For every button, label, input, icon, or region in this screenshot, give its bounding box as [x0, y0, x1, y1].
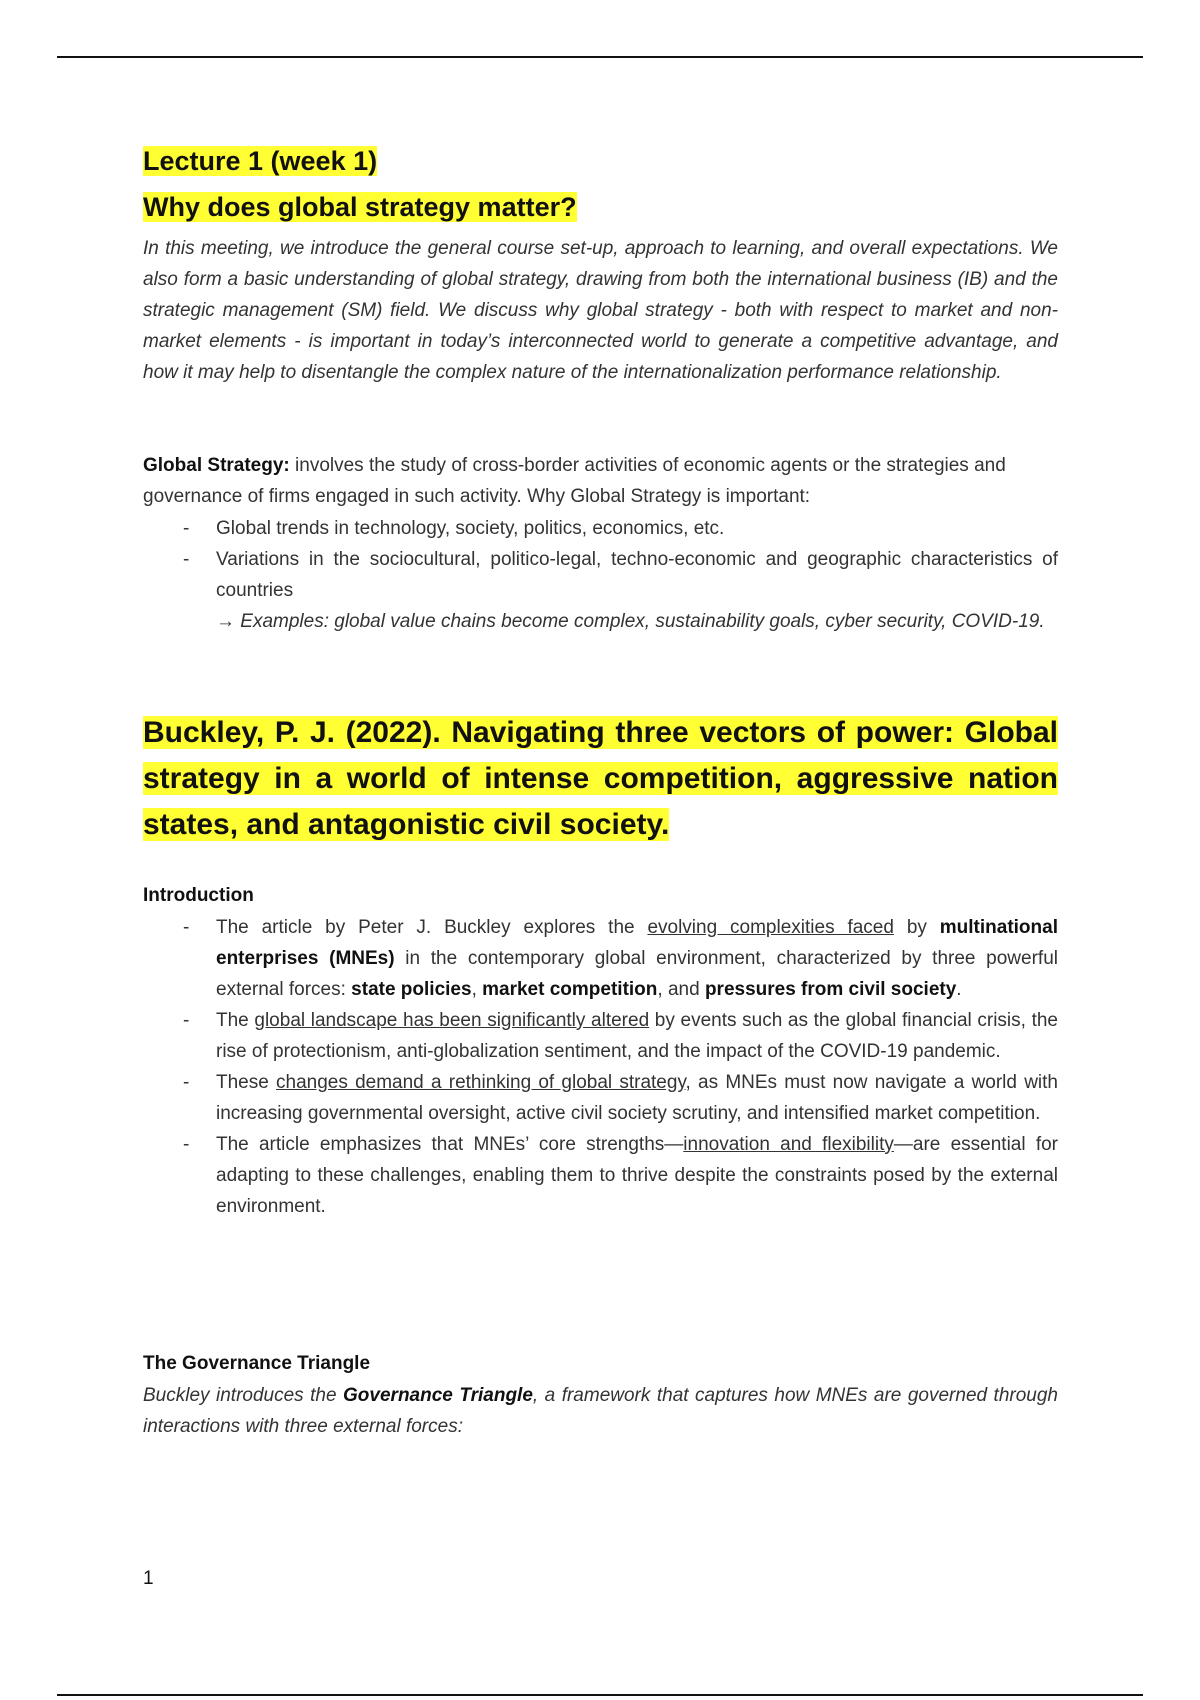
examples-line: → Examples: global value chains become complex, sustainability goals, cyber security, COVID-19. [216, 611, 1045, 632]
footer-rule [57, 1694, 1143, 1696]
arrow-icon: → [216, 611, 235, 632]
global-strategy-definition: Global Strategy: involves the study of cross-border activities of economic agents or the strategies and governance of firms engaged in such activity. Why Global Strategy is important: [143, 455, 1006, 507]
header-rule [57, 56, 1143, 58]
global-strategy-bullets [183, 513, 1058, 637]
list-item: - Variations in the sociocultural, politico-legal, techno-economic and geographic characteristics of countries → Examples: global value chains become complex, sustainability goals, cyber security, COVID-19. [183, 549, 1058, 632]
intro-paragraph: In this meeting, we introduce the general course set-up, approach to learning, and overall expectations. We also form a basic understanding of global strategy, drawing from both the international business (IB) and the strategic management (SM) field. We discuss why global strategy - both with respect to market and non-market elements - is important in today’s interconnected world to generate a competitive advantage, and how it may help to disentangle the complex nature of the internationalization performance relationship. [143, 238, 1058, 383]
article-title: Buckley, P. J. (2022). Navigating three vectors of power: Global strategy in a world of intense competition, aggressive nation states, and antagonistic civil society. [143, 716, 1058, 841]
governance-triangle-paragraph: Buckley introduces the Governance Triangle, a framework that captures how MNEs are governed through interactions with three external forces: [143, 1385, 1058, 1437]
page-number: 1 [143, 1568, 154, 1589]
introduction-bullets [183, 912, 1058, 1222]
list-item: - The article by Peter J. Buckley explores the evolving complexities faced by multinational enterprises (MNEs) in the contemporary global environment, characterized by three powerful external forces: state policies, market competition, and pressures from civil society. [183, 917, 1058, 1000]
lecture-subtitle: Why does global strategy matter? [143, 192, 577, 222]
list-item: - The global landscape has been significantly altered by events such as the global financial crisis, the rise of protectionism, anti-globalization sentiment, and the impact of the COVID-19 pandemic. [183, 1010, 1058, 1062]
governance-triangle-heading: The Governance Triangle [143, 1353, 371, 1374]
introduction-heading: Introduction [143, 885, 254, 906]
list-item: - These changes demand a rethinking of global strategy, as MNEs must now navigate a world with increasing governmental oversight, active civil society scrutiny, and intensified market competition. [183, 1072, 1058, 1124]
lecture-title: Lecture 1 (week 1) [143, 146, 378, 176]
global-strategy-term: Global Strategy: [143, 455, 290, 476]
list-item: - The article emphasizes that MNEs’ core strengths—innovation and flexibility—are essential for adapting to these challenges, enabling them to thrive despite the constraints posed by the external environment. [183, 1134, 1058, 1217]
list-item: - Global trends in technology, society, politics, economics, etc. [183, 518, 725, 539]
